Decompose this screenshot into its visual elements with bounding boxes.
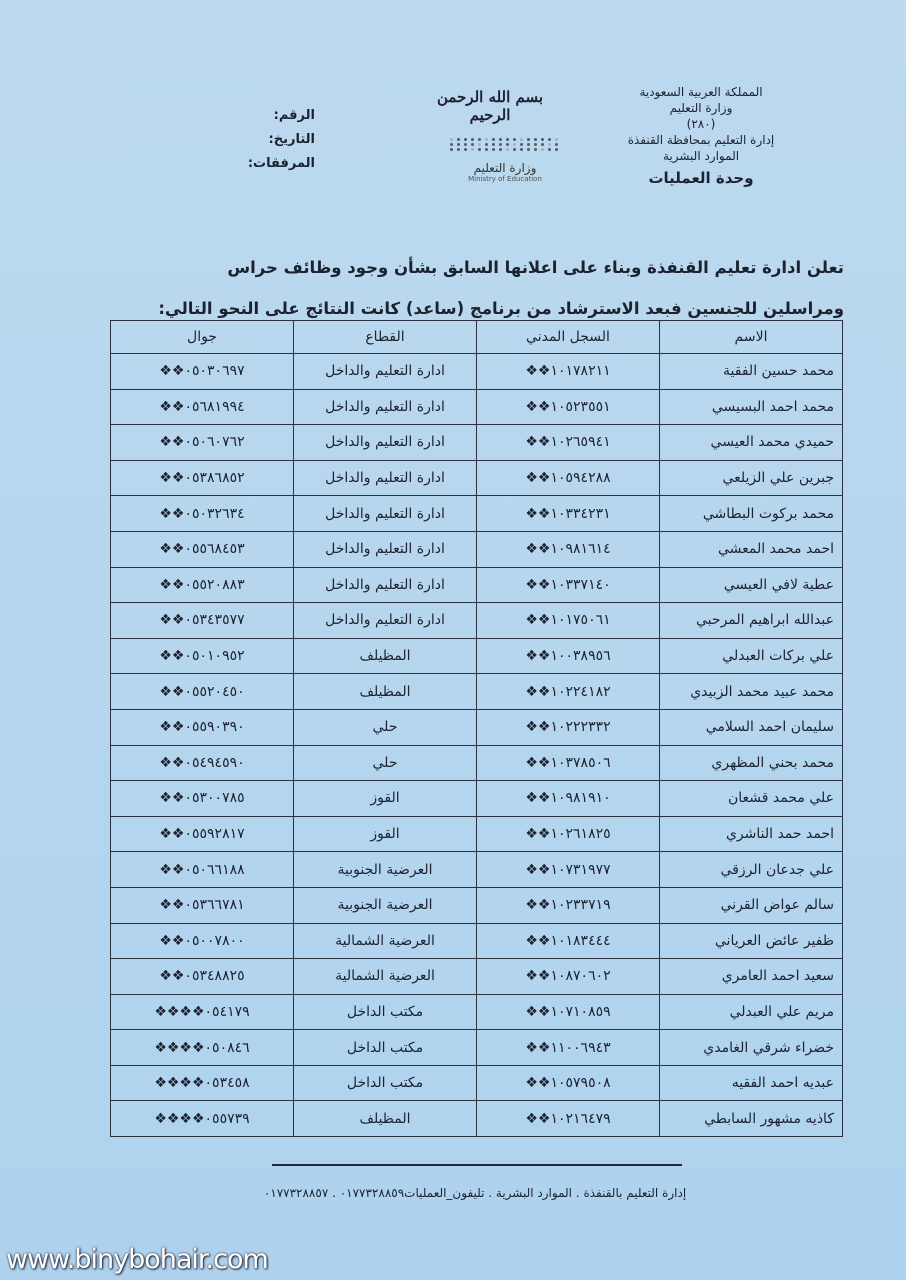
kingdom-label: المملكة العربية السعودية (639, 85, 763, 99)
attachments-label: المرفقات: (247, 156, 315, 171)
cell-name: سالم عواض القرني (660, 887, 843, 923)
cell-sector: المظيلف (294, 1101, 477, 1137)
table-row (111, 887, 843, 923)
table-row (111, 460, 843, 496)
logo-arabic-text: وزارة التعليم (473, 161, 537, 175)
cell-name: محمد عبيد محمد الزبيدي (660, 674, 843, 710)
cell-mobile: ❖❖❖❖٠٥٣٤٥٨ (111, 1065, 294, 1101)
cell-civil-id: ❖❖١٠٢٢٢٣٣٢ (477, 709, 660, 745)
cell-mobile: ❖❖٠٥٤٩٤٥٩٠ (111, 745, 294, 781)
cell-mobile: ❖❖❖❖٠٥٤١٧٩ (111, 994, 294, 1030)
cell-civil-id: ❖❖١٠٢٣٣٧١٩ (477, 887, 660, 923)
cell-civil-id: ❖❖١٠٢١٦٤٧٩ (477, 1101, 660, 1137)
cell-sector: ادارة التعليم والداخل (294, 460, 477, 496)
cell-sector: حلي (294, 745, 477, 781)
logo-dots-icon (440, 138, 570, 151)
directorate-label: إدارة التعليم بمحافظة القنفذة (627, 133, 775, 147)
cell-mobile: ❖❖٠٥٠٣٢٦٣٤ (111, 496, 294, 532)
code-label: (٢٨٠) (686, 117, 716, 131)
cell-sector: ادارة التعليم والداخل (294, 531, 477, 567)
cell-mobile: ❖❖٠٥٥٢٠٤٥٠ (111, 674, 294, 710)
table-row (111, 852, 843, 888)
cell-sector: ادارة التعليم والداخل (294, 389, 477, 425)
table-row (111, 531, 843, 567)
cell-name: سليمان احمد السلامي (660, 709, 843, 745)
header-name: الاسم (660, 321, 843, 354)
cell-civil-id: ❖❖١٠٧١٠٨٥٩ (477, 994, 660, 1030)
cell-name: كاذيه مشهور السابطي (660, 1101, 843, 1137)
cell-name: عبدالله ابراهيم المرحبي (660, 603, 843, 639)
cell-name: مريم علي العبدلي (660, 994, 843, 1030)
cell-mobile: ❖❖٠٥٣٠٠٧٨٥ (111, 781, 294, 817)
cell-sector: العرضية الجنوبية (294, 887, 477, 923)
table-row (111, 638, 843, 674)
table-row (111, 1101, 843, 1137)
cell-civil-id: ❖❖١٠٧٣١٩٧٧ (477, 852, 660, 888)
cell-sector: مكتب الداخل (294, 994, 477, 1030)
cell-name: احمد محمد المعشي (660, 531, 843, 567)
ministry-label: وزارة التعليم (669, 101, 733, 115)
cell-sector: القوز (294, 781, 477, 817)
cell-name: علي محمد قشعان (660, 781, 843, 817)
cell-mobile: ❖❖٠٥٠٦٠٧٦٢ (111, 425, 294, 461)
cell-sector: مكتب الداخل (294, 1065, 477, 1101)
cell-mobile: ❖❖٠٥٠١٠٩٥٢ (111, 638, 294, 674)
letterhead-left (247, 104, 315, 176)
cell-civil-id: ❖❖١٠١٧٨٢١١ (477, 354, 660, 390)
cell-name: ظفير عائض العرياني (660, 923, 843, 959)
cell-mobile: ❖❖❖❖٠٥٥٧٣٩ (111, 1101, 294, 1137)
basmala-calligraphy: بسم الله الرحمن الرحيم (436, 88, 544, 124)
cell-mobile: ❖❖٠٥٥٦٨٤٥٣ (111, 531, 294, 567)
cell-civil-id: ❖❖١٠٥٧٩٥٠٨ (477, 1065, 660, 1101)
cell-civil-id: ❖❖١٠٠٣٨٩٥٦ (477, 638, 660, 674)
cell-sector: المظيلف (294, 638, 477, 674)
table-row (111, 816, 843, 852)
header-sector: القطاع (294, 321, 477, 354)
cell-sector: المظيلف (294, 674, 477, 710)
cell-sector: ادارة التعليم والداخل (294, 567, 477, 603)
cell-civil-id: ❖❖١٠١٧٥٠٦١ (477, 603, 660, 639)
cell-name: محمد احمد البسيسي (660, 389, 843, 425)
cell-mobile: ❖❖٠٥٠٠٧٨٠٠ (111, 923, 294, 959)
table-row (111, 959, 843, 995)
table-row (111, 354, 843, 390)
cell-civil-id: ❖❖١٠٣٣٧١٤٠ (477, 567, 660, 603)
ministry-logo (440, 138, 570, 183)
table-row (111, 923, 843, 959)
cell-civil-id: ❖❖١٠٩٨١٩١٠ (477, 781, 660, 817)
cell-civil-id: ❖❖١٠٢٦١٨٢٥ (477, 816, 660, 852)
cell-name: عطية لافي العيسي (660, 567, 843, 603)
results-table (110, 320, 843, 1137)
cell-civil-id: ❖❖١٠٢٦٥٩٤١ (477, 425, 660, 461)
table-row (111, 994, 843, 1030)
header-civil-id: السجل المدني (477, 321, 660, 354)
cell-name: جبرين علي الزيلعي (660, 460, 843, 496)
cell-civil-id: ❖❖١٠٥٩٤٢٨٨ (477, 460, 660, 496)
cell-sector: القوز (294, 816, 477, 852)
number-label: الرقم: (273, 108, 315, 123)
table-row (111, 1030, 843, 1066)
cell-mobile: ❖❖❖❖٠٥٠٨٤٦ (111, 1030, 294, 1066)
cell-name: حميدي محمد العيسي (660, 425, 843, 461)
cell-sector: ادارة التعليم والداخل (294, 603, 477, 639)
header-mobile: جوال (111, 321, 294, 354)
cell-name: احمد حمد الناشري (660, 816, 843, 852)
cell-name: سعيد احمد العامري (660, 959, 843, 995)
cell-civil-id: ❖❖١٠٣٧٨٥٠٦ (477, 745, 660, 781)
table-row (111, 496, 843, 532)
cell-sector: العرضية الشمالية (294, 923, 477, 959)
cell-name: محمد بركوت البطاشي (660, 496, 843, 532)
cell-mobile: ❖❖٠٥٣٤٨٨٢٥ (111, 959, 294, 995)
footer-contact: إدارة التعليم بالقنفذة . الموارد البشرية . تليفون_العمليات٠١٧٧٣٢٨٨٥٩ . ٠١٧٧٣٢٨٨٥٧ (263, 1186, 687, 1200)
cell-mobile: ❖❖٠٥٦٨١٩٩٤ (111, 389, 294, 425)
table-row (111, 745, 843, 781)
cell-mobile: ❖❖٠٥٠٦٦١٨٨ (111, 852, 294, 888)
cell-name: علي جدعان الرزقي (660, 852, 843, 888)
cell-sector: حلي (294, 709, 477, 745)
watermark: www.binybohair.com (6, 1244, 268, 1275)
table-row (111, 425, 843, 461)
cell-civil-id: ❖❖١٠٣٣٤٢٣١ (477, 496, 660, 532)
table-row (111, 709, 843, 745)
cell-civil-id: ❖❖١٠٥٢٣٥٥١ (477, 389, 660, 425)
table-row (111, 1065, 843, 1101)
cell-mobile: ❖❖٠٥٣٦٦٧٨١ (111, 887, 294, 923)
date-label: التاريخ: (268, 132, 315, 147)
table-row (111, 674, 843, 710)
intro-paragraph: تعلن ادارة تعليم القنفذة وبناء على اعلانها السابق بشأن وجود وظائف حراس ومراسلين للجنسين فبعد الاسترشاد من برنامج (ساعد) كانت النتائج على النحو التالي: (158, 258, 844, 318)
cell-sector: ادارة التعليم والداخل (294, 425, 477, 461)
cell-sector: مكتب الداخل (294, 1030, 477, 1066)
table-row (111, 389, 843, 425)
table-row (111, 567, 843, 603)
cell-name: عبديه احمد الفقيه (660, 1065, 843, 1101)
logo-english-text: Ministry of Education (468, 175, 542, 183)
cell-name: علي بركات العبدلي (660, 638, 843, 674)
cell-name: محمد حسين الفقية (660, 354, 843, 390)
cell-name: خضراء شرقي الغامدي (660, 1030, 843, 1066)
cell-civil-id: ❖❖١٠٩٨١٦١٤ (477, 531, 660, 567)
cell-civil-id: ❖❖١١٠٠٦٩٤٣ (477, 1030, 660, 1066)
letterhead-right (606, 84, 796, 186)
cell-mobile: ❖❖٠٥٥٩٠٣٩٠ (111, 709, 294, 745)
cell-sector: العرضية الشمالية (294, 959, 477, 995)
table-row (111, 781, 843, 817)
cell-mobile: ❖❖٠٥٥٢٠٨٨٣ (111, 567, 294, 603)
table-header-row (111, 321, 843, 354)
cell-civil-id: ❖❖١٠٢٢٤١٨٢ (477, 674, 660, 710)
cell-mobile: ❖❖٠٥٥٩٢٨١٧ (111, 816, 294, 852)
cell-mobile: ❖❖٠٥٣٨٦٨٥٢ (111, 460, 294, 496)
cell-sector: ادارة التعليم والداخل (294, 354, 477, 390)
footer-divider (272, 1164, 682, 1166)
table-row (111, 603, 843, 639)
cell-name: محمد بحني المظهري (660, 745, 843, 781)
unit-label: وحدة العمليات (648, 169, 754, 187)
department-label: الموارد البشرية (662, 149, 740, 163)
cell-sector: العرضية الجنوبية (294, 852, 477, 888)
cell-civil-id: ❖❖١٠١٨٣٤٤٤ (477, 923, 660, 959)
cell-civil-id: ❖❖١٠٨٧٠٦٠٢ (477, 959, 660, 995)
cell-sector: ادارة التعليم والداخل (294, 496, 477, 532)
cell-mobile: ❖❖٠٥٠٣٠٦٩٧ (111, 354, 294, 390)
cell-mobile: ❖❖٠٥٣٤٣٥٧٧ (111, 603, 294, 639)
